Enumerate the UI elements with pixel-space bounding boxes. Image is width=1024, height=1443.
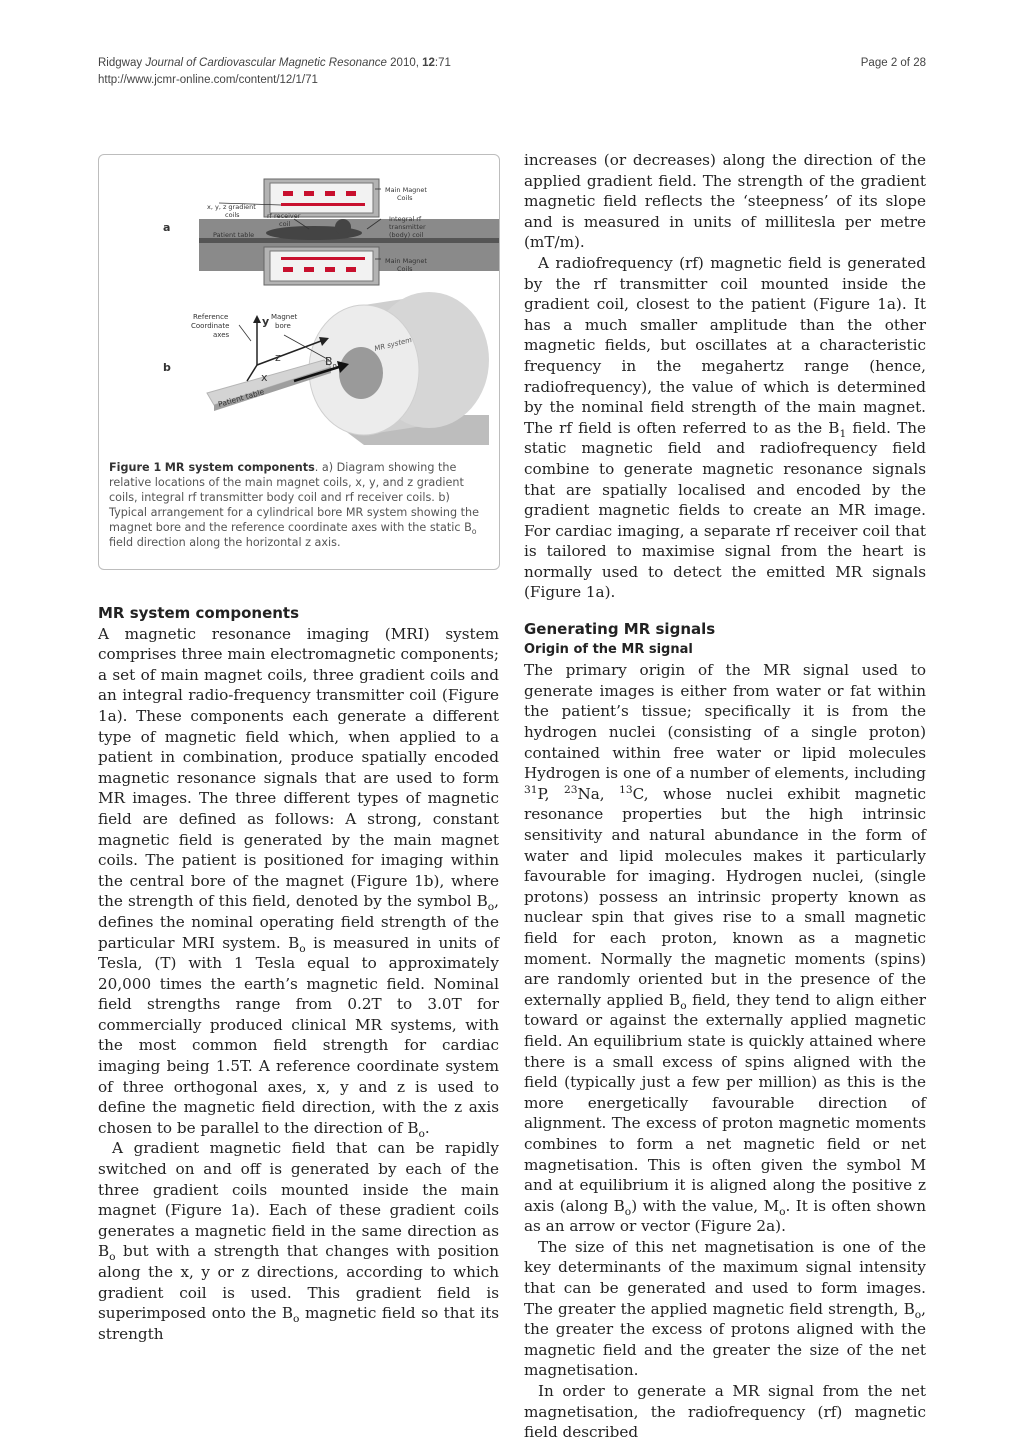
coil-top-1: [283, 191, 293, 196]
header-author: Ridgway: [98, 57, 146, 69]
magnet-bottom-inner: [270, 251, 373, 281]
coil-bottom-2: [304, 267, 314, 272]
header-url[interactable]: http://www.jcmr-online.com/content/12/1/71: [98, 74, 318, 86]
gradient-coil-bottom: [281, 257, 365, 260]
label-gradient-coils-2: coils: [225, 211, 240, 219]
figure-1-caption: [109, 460, 491, 550]
label-axis-z: z: [275, 351, 281, 364]
label-integral-rf-2: transmitter: [389, 223, 426, 231]
caption-title: MR system components: [164, 461, 315, 474]
caption-text-1: . a) Diagram showing the relative locations of the main magnet coils, x, y, and z gradient coils, integral rf transmitter body coil and rf receiver coils. b) Typical arrangement for a cylindrical bore MR system showing the magnet bore and the reference coordinate axes with the static B: [109, 461, 479, 534]
label-mr-system: MR system: [373, 335, 413, 353]
label-reference-3: axes: [213, 331, 230, 339]
label-main-magnet-top-1: Main Magnet: [385, 186, 427, 194]
right-column: [524, 150, 926, 1443]
paragraph: The size of this net magnetisation is one of the key determinants of the maximum signal intensity that can be generated and used to form images. The greater the applied magnetic field strength, $B_o$, the greater the excess of protons aligned with the magnetic field and the greater the size of the net magnetisation.: [524, 1237, 926, 1380]
paragraph: A gradient magnetic field that can be rapidly switched on and off is generated by each of the three gradient coils mounted inside the main magnet (Figure 1a). Each of these gradient coils generates a magnetic field in the same direction as $B_o$ but with a strength that changes with position along the x, y or z directions, according to which gradient coil is used. This gradient field is superimposed onto the $B_o$ magnetic field so that its strength: [98, 1139, 499, 1343]
coil-bottom-1: [283, 267, 293, 272]
gradient-coil-top: [281, 203, 365, 206]
axis-y-arrow: [253, 315, 261, 323]
label-axis-y: y: [262, 315, 270, 328]
paragraph: A radiofrequency (rf) magnetic field is generated by the rf transmitter coil mounted inside the gradient coil, closest to the patient (Figure 1a). It has a much smaller amplitude than the other magnetic fields, but oscillates at a characteristic frequency in the megahertz range (hence, radiofrequency), the value of which is determined by the nominal field strength of the main magnet. The rf field is often referred to as the $B_1$ field. The static magnetic field and radiofrequency field combine to generate magnetic resonance signals that are spatially localised and encoded by the gradient magnetic fields to create an MR image. For cardiac imaging, a separate rf receiver coil that is tailored to maximise signal from the heart is normally used to detect the emitted MR signals (Figure 1a).: [524, 253, 926, 602]
label-reference-1: Reference: [193, 313, 229, 321]
header-year: 2010,: [386, 57, 423, 69]
label-main-magnet-bottom-1: Main Magnet: [385, 257, 427, 265]
axis-x-line: [247, 365, 257, 381]
header-page-number: Page 2 of 28: [860, 57, 926, 69]
header-volume: 12: [422, 57, 435, 69]
panel-a-label: a: [163, 221, 171, 234]
figure-1-diagram: [99, 155, 499, 455]
coil-top-2: [304, 191, 314, 196]
label-patient-table-b: Patient table: [217, 387, 266, 409]
figure-1: [98, 154, 500, 570]
paragraph: increases (or decreases) along the direction of the applied gradient field. The strength of the gradient magnetic field reflects the ‘steepness’ of its slope and is measured in units of millitesla per metre (mT/m).: [524, 151, 926, 252]
label-gradient-coils-1: x, y, z gradient: [207, 203, 256, 211]
coil-top-3: [325, 191, 335, 196]
label-rf-receiver-2: coil: [279, 220, 291, 228]
section-heading-generating-mr-signals: Generating MR signals: [524, 620, 716, 639]
label-rf-receiver-1: rf receiver: [267, 212, 301, 220]
paragraph: A magnetic resonance imaging (MRI) system comprises three main electromagnetic components; a set of main magnet coils, three gradient coils and an integral radio-frequency transmitter coil (Figure 1a). These components each generate a different type of magnetic field which, when applied to a patient in combination, produce spatially encoded magnetic resonance signals that are used to form MR images. The three different types of magnetic field are defined as follows: A strong, constant magnetic field is generated by the main magnet coils. The patient is positioned for imaging within the central bore of the magnet (Figure 1b), where the strength of this field, denoted by the symbol $B_o$, defines the nominal operating field strength of the particular MRI system. $B_o$ is measured in units of Tesla, (T) with 1 Tesla equal to approximately 20,000 times the earth’s magnetic field. Nominal field strengths range from 0.2T to 3.0T for commercially produced clinical MR systems, with the most common field strength for cardiac imaging being 1.5T. A reference coordinate system of three orthogonal axes, x, y and z is used to define the magnetic field direction, with the z axis chosen to be parallel to the direction of $B_o$.: [98, 624, 500, 1140]
panel-b-label: b: [163, 361, 171, 374]
header-issue: :71: [434, 57, 451, 69]
caption-sub: o: [471, 527, 477, 537]
coil-bottom-3: [325, 267, 335, 272]
label-reference-2: Coordinate: [191, 322, 230, 330]
left-column: [98, 603, 499, 1344]
paragraph: The primary origin of the MR signal used to generate images is either from water or fat within the patient’s tissue; specifically it is from the hydrogen nuclei (consisting of a single proton) contained within free water or lipid molecules Hydrogen is one of a number of elements, including $^{31}$P, $^{23}$Na, $^{13}$C, whose nuclei exhibit magnetic resonance properties but the high intrinsic sensitivity and natural abundance in the form of water and lipid molecules makes it particularly favourable for imaging. Hydrogen nuclei, (single protons) possess an intrinsic property known as nuclear spin that gives rise to a small magnetic field for each proton, known as a magnetic moment. Normally the magnetic moments (spins) are randomly oriented but in the presence of the externally applied $B_o$ field, they tend to align either toward or against the externally applied magnetic field. An equilibrium state is quickly attained where there is a small excess of spins aligned with the field (typically just a few per million) as this is the more energetically favourable direction of alignment. The excess of proton magnetic moments combines to form a net magnetic field or net magnetisation. This is often given the symbol M and at equilibrium it is aligned along the positive z axis (along $B_o$) with the value, $M_o$. It is often shown as an arrow or vector (Figure 2a).: [524, 661, 927, 1236]
header-journal: Journal of Cardiovascular Magnetic Resonance: [145, 57, 387, 69]
caption-text-2: field direction along the horizontal z axis.: [109, 536, 341, 549]
subsection-heading-origin: Origin of the MR signal: [524, 641, 693, 657]
scanner-bore: [339, 347, 383, 399]
magnet-top-inner: [270, 183, 373, 213]
patient-head: [335, 219, 351, 235]
label-main-magnet-bottom-2: Coils: [397, 265, 413, 273]
caption-label: Figure 1: [109, 461, 162, 474]
label-main-magnet-top-2: Coils: [397, 194, 413, 202]
paragraph: In order to generate a MR signal from the net magnetisation, the radiofrequency (rf) magnetic field described: [524, 1382, 926, 1442]
label-integral-rf-1: Integral rf: [389, 215, 422, 223]
section-heading-mr-system-components: MR system components: [98, 604, 300, 622]
coil-top-4: [346, 191, 356, 196]
label-magnet-bore-1: Magnet: [271, 313, 298, 321]
label-magnet-bore-2: bore: [275, 322, 291, 330]
label-integral-rf-3: (body) coil: [389, 231, 424, 239]
coil-bottom-4: [346, 267, 356, 272]
label-patient-table-a: Patient table: [213, 231, 255, 239]
label-b0: $B_o$: [325, 355, 337, 370]
label-axis-x: x: [261, 371, 268, 384]
running-header: [98, 57, 451, 69]
